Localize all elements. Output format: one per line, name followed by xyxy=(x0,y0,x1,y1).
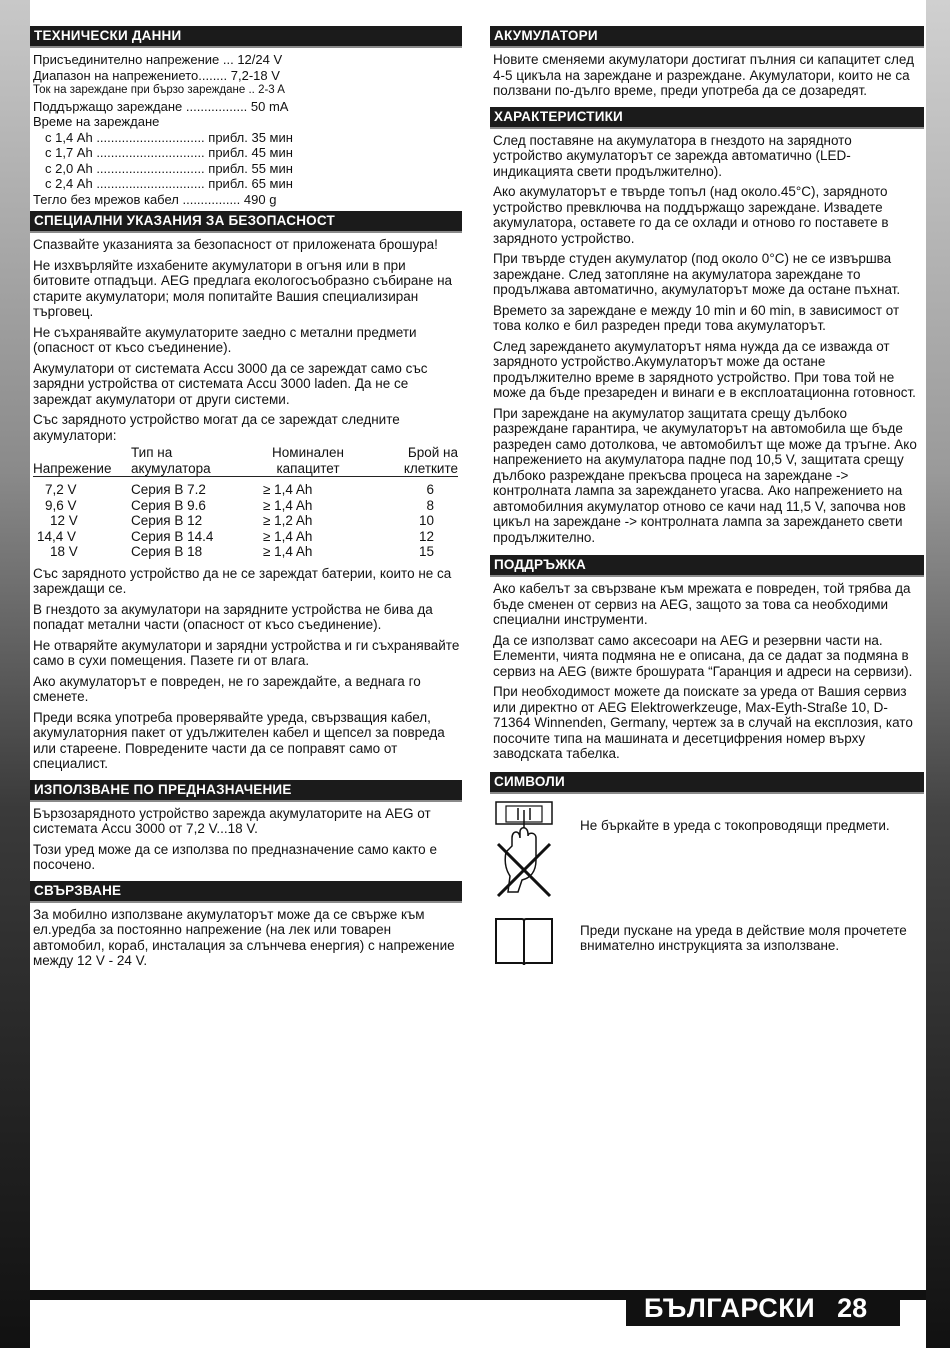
symbol-text: Преди пускане на уреда в действие моля прочетете внимателно инструкцията за използване. xyxy=(580,922,907,953)
safety-heading: СПЕЦИАЛНИ УКАЗАНИЯ ЗА БЕЗОПАСНОСТ xyxy=(30,211,462,233)
paragraph: Да се използват само аксесоари на AEG и резервни части на. Елементи, чията подмяна не е описана, да се дадат за подмяна в сервиз на AEG (вижте брошурата “Гаранция и адреси на сервизи). xyxy=(493,632,913,679)
table-header: Напрежение xyxy=(33,445,131,477)
symbols-heading: СИМВОЛИ xyxy=(490,772,924,794)
spec-row: Време на зареждане xyxy=(33,114,160,129)
table-header: Брой на клетките xyxy=(367,445,458,477)
tech-data-heading: ТЕХНИЧЕСКИ ДАННИ xyxy=(30,26,462,48)
paragraph: Не изхвърляйте изхабените акумулатори в огъня или в при битовите отпадъци. AEG предлага екологосъобразно събиране на старите акумулатори; моля попитайте Вашия специализиран търговец. xyxy=(33,257,453,319)
spec-row: с 2,4 Ah .............................. прибл. 65 мин xyxy=(45,176,293,191)
page-number: 28 xyxy=(837,1292,868,1323)
table-row: 14,4 V Серия B 14.4 ≥ 1,4 Ah 12 xyxy=(37,528,434,544)
page-edge-left xyxy=(0,0,30,1348)
table-row: 9,6 V Серия B 9.6 ≥ 1,4 Ah 8 xyxy=(45,497,434,513)
paragraph: Новите сменяеми акумулатори достигат пълния си капацитет след 4-5 цикъла на зареждане и разреждане. Акумулатори, които не са ползвани по-дълго време, преди употреба да се дозаредят. xyxy=(493,52,915,98)
no-conductive-objects-icon xyxy=(494,800,554,905)
paragraph: В гнездото за акумулатори на зарядните устройства не бива да попадат метални части (опасност от късо съединение). xyxy=(33,601,433,632)
read-manual-icon xyxy=(494,915,554,972)
paragraph: Ако кабелът за свързване към мрежата е повреден, той трябва да бъде сменен от сервиз на AEG, защото за това са необходими специални инструменти. xyxy=(493,581,911,627)
left-column xyxy=(30,26,462,974)
table-header: Номинален капацитет xyxy=(249,445,367,477)
batteries-heading: АКУМУЛАТОРИ xyxy=(490,26,924,48)
table-row: 18 V Серия B 18 ≥ 1,4 Ah 15 xyxy=(50,544,434,559)
paragraph: Бързозарядното устройство зарежда акумулаторите на AEG от системата Accu 3000 от 7,2 V...18 V. xyxy=(33,805,431,836)
paragraph: Със зарядното устройство могат да се зареждат следните акумулатори: xyxy=(33,412,400,443)
paragraph: Този уред може да се използва по предназначение само както е посочено. xyxy=(33,841,437,872)
spec-row: с 1,4 Ah .............................. прибл. 35 мин xyxy=(45,129,293,145)
characteristics-heading: ХАРАКТЕРИСТИКИ xyxy=(490,107,924,129)
maintenance-heading: ПОДДРЪЖКА xyxy=(490,555,924,577)
spec-row: Ток на зареждане при бързо зареждане .. 2-3 A xyxy=(33,84,285,96)
paragraph: Със зарядното устройство да не се зареждат батерии, които не са зареждащи се. xyxy=(33,565,452,596)
paragraph: При зареждане на акумулатор защитата срещу дълбоко разреждане гарантира, че акумулаторът на автомобила ще бъде разреден само дотолкова, че автомобилът ще може да тръгне. Ако напрежението на акумулатора падне под 10,5 V, защитата срещу дълбоко разреждане прекъсва процеса на зареждане -> контролната лампа за зареждането угасва. Ако напрежението на автомобилния акумулатор отново се качи над 11,5 V, започва нов цикъл на зареждане -> контролната лампа за зареждането свети продължително. xyxy=(493,405,917,545)
paragraph: При необходимост можете да поискате за уреда от Вашия сервиз или директно от AEG Elektrowerkzeuge, Max-Eyth-Straße 10, D-71364 Winnenden, Germany, чертеж за в случай на експлозия, като посочите типа на машината и десетцифрения номер върху заводската табелка. xyxy=(493,684,913,761)
paragraph: Не съхранявайте акумулаторите заедно с метални предмети (опасност от късо съединение). xyxy=(33,324,417,355)
spec-row: Присъединително напрежение ... 12/24 V xyxy=(33,52,283,67)
connection-heading: СВЪРЗВАНЕ xyxy=(30,881,462,903)
paragraph: Ако акумулаторът е твърде топъл (над около.45°C), зарядното устройство превключва на поддържащо зареждане. Извадете акумулатора, оставете го да се охлади и отново го поставете в зарядното устройство. xyxy=(493,184,889,246)
spec-row: с 2,0 Ah .............................. прибл. 55 мин xyxy=(45,160,293,176)
paragraph: Времето за зареждане е между 10 min и 60 min, в зависимост от това колко е бил разреден преди това акумулаторът. xyxy=(493,302,900,333)
symbol-row xyxy=(490,915,924,972)
paragraph: При твърде студен акумулатор (под около 0°C) не се извършва зареждане. След затопляне на акумулатора зареждане то продължава автоматично, акумулаторът може да остане пъхнат. xyxy=(493,251,901,297)
paragraph: Не отваряйте акумулатори и зарядни устройства и ги съхранявайте само в сухи помещения. Пазете ги от влага. xyxy=(33,637,460,668)
paragraph: След поставяне на акумулатора в гнездото на зарядното устройство акумулаторът се зарежда автоматично (LED-индикацията свети продължително). xyxy=(493,132,852,179)
paragraph: След зареждането акумулаторът няма нужда да се изважда от зарядното устройство.Акумулаторът може да остане продължително време в зарядното устройство. При това той не може да бъде презареден и винаги е в експлоатационна готовност. xyxy=(493,338,916,400)
symbol-row xyxy=(490,800,924,905)
spec-list xyxy=(33,52,462,207)
paragraph: Ако акумулаторът е повреден, не го зареждайте, а веднага го сменете. xyxy=(33,673,421,704)
spec-row: Поддържащо зареждане ................. 50 mA xyxy=(33,98,289,114)
paragraph: Преди всяка употреба проверявайте уреда, свързващия кабел, акумулаторния пакет от удължителен кабел и щепсел за повреда или стареене. Повредените части да се поправят само от специалист. xyxy=(33,709,445,771)
right-column xyxy=(490,26,924,982)
spec-row: Тегло без мрежов кабел ................ 490 g xyxy=(33,191,277,207)
table-header-row xyxy=(33,445,458,477)
table-header: Тип на акумулатора xyxy=(131,445,249,477)
symbol-text: Не бъркайте в уреда с токопроводящи предмети. xyxy=(580,817,890,833)
table-row: 7,2 V Серия B 7.2 ≥ 1,4 Ah 6 xyxy=(45,482,434,497)
page-edge-right xyxy=(926,0,950,1348)
battery-table xyxy=(33,445,458,560)
language-label: БЪЛГАРСКИ xyxy=(644,1292,816,1323)
intended-use-heading: ИЗПОЛЗВАНЕ ПО ПРЕДНАЗНАЧЕНИЕ xyxy=(30,780,462,802)
paragraph: За мобилно използване акумулаторът може да се свърже към ел.уредба за постоянно напрежение (на лек или товарен автомобил, кораб, инсталация за слънчева енергия) с напрежение между 12 V - 24 V. xyxy=(33,906,455,968)
table-row: 12 V Серия B 12 ≥ 1,2 Ah 10 xyxy=(50,513,434,528)
paragraph: Спазвайте указанията за безопасност от приложената брошура! xyxy=(33,237,438,252)
footer-box xyxy=(626,1290,900,1326)
spec-row: с 1,7 Ah .............................. прибл. 45 мин xyxy=(45,145,293,160)
paragraph: Акумулатори от системата Accu 3000 да се зареждат само със зарядни устройства от системата Accu 3000 laden. Да не се зареждат акумулатори от други системи. xyxy=(33,360,428,407)
spec-row: Диапазон на напрежението ........ 7,2-18 V xyxy=(33,67,280,83)
